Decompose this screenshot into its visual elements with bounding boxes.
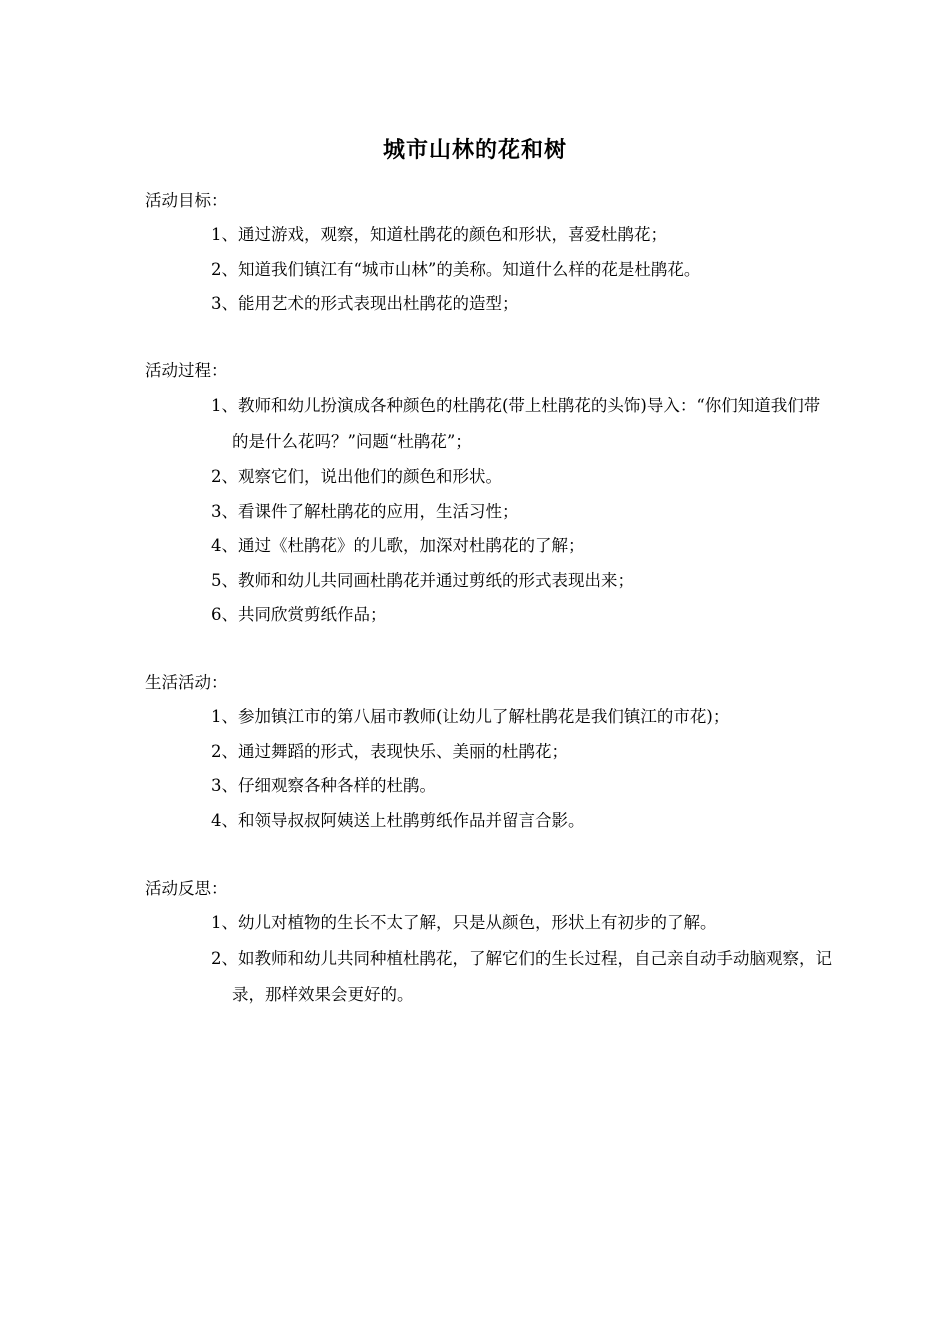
list-item: 1、通过游戏，观察，知道杜鹃花的颜色和形状，喜爱杜鹃花； — [211, 225, 667, 244]
section-activity-process — [145, 354, 825, 633]
section-life-activities — [145, 666, 825, 838]
section-heading: 生活活动： — [145, 673, 228, 692]
list-item: 4、通过《杜鹃花》的儿歌，加深对杜鹃花的了解； — [211, 536, 585, 555]
list-item: 6、共同欣赏剪纸作品； — [211, 605, 387, 624]
list-item: 2、观察它们，说出他们的颜色和形状。 — [211, 467, 502, 486]
list-item: 3、看课件了解杜鹃花的应用，生活习性； — [211, 501, 519, 521]
item-list — [145, 218, 825, 322]
list-item: 2、知道我们镇江有“城市山林”的美称。知道什么样的花是杜鹃花。 — [211, 259, 701, 279]
list-item: 3、仔细观察各种各样的杜鹃。 — [211, 776, 436, 795]
item-list — [145, 388, 825, 633]
list-item: 1、幼儿对植物的生长不太了解，只是从颜色，形状上有初步的了解。 — [211, 913, 717, 932]
list-item: 5、教师和幼儿共同画杜鹃花并通过剪纸的形式表现出来； — [211, 570, 634, 590]
item-list — [145, 700, 825, 838]
list-item: 2、如教师和幼儿共同种植杜鹃花，了解它们的生长过程，自己亲自动手动脑观察，记录，那样效果会更好的。 — [211, 948, 832, 1004]
list-item: 2、通过舞蹈的形式，表现快乐、美丽的杜鹃花； — [211, 741, 568, 761]
section-activity-goals — [145, 184, 825, 322]
section-heading: 活动过程： — [145, 361, 228, 380]
list-item: 1、参加镇江市的第八届市教师(让幼儿了解杜鹃花是我们镇江的市花)； — [211, 707, 730, 726]
section-activity-reflection — [145, 872, 832, 1013]
item-list — [145, 906, 832, 1013]
list-item: 1、教师和幼儿扮演成各种颜色的杜鹃花(带上杜鹃花的头饰)导入：“你们知道我们带的是什么花吗？”问题“杜鹃花”； — [211, 396, 821, 451]
document-title: 城市山林的花和树 — [382, 137, 567, 163]
list-item: 4、和领导叔叔阿姨送上杜鹃剪纸作品并留言合影。 — [211, 810, 585, 830]
section-heading: 活动反思： — [145, 879, 228, 898]
section-heading: 活动目标： — [145, 191, 228, 210]
list-item: 3、能用艺术的形式表现出杜鹃花的造型； — [211, 294, 519, 313]
